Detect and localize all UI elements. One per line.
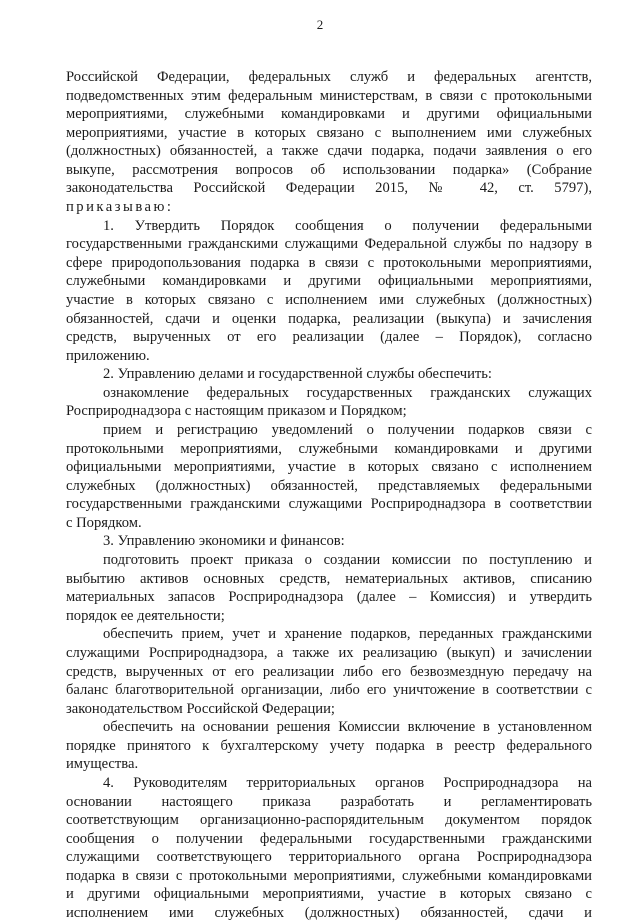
text-line: соответствующим организационно-распорядительным документом порядок bbox=[66, 812, 592, 829]
text-line: служебными командировками и другими официальными мероприятиями, bbox=[66, 273, 592, 290]
text-line: и другими официальными мероприятиями, участие в которых связано с bbox=[66, 886, 592, 903]
text-line: обеспечить на основании решения Комиссии включение в установленном bbox=[103, 719, 592, 736]
text-line: 1. Утвердить Порядок сообщения о получении федеральными bbox=[103, 217, 592, 234]
text-line: служебных (должностных) обязанностей, представляемых федеральными bbox=[66, 477, 592, 494]
text-line: официальными мероприятиями, участие в которых связано с исполнением bbox=[66, 459, 592, 476]
text-line: подготовить проект приказа о создании комиссии по поступлению и bbox=[103, 552, 592, 569]
text-line: участие в которых связано с исполнением ими служебных (должностных) bbox=[66, 291, 592, 308]
text-line: прием и регистрацию уведомлений о получении подарков связи с bbox=[103, 421, 592, 438]
text-line: обеспечить прием, учет и хранение подарков, переданных гражданскими bbox=[103, 626, 592, 643]
text-line: государственными гражданскими служащими Росприроднадзора в соответствии bbox=[66, 496, 592, 513]
text-line: основании настоящего приказа разработать и регламентировать bbox=[66, 793, 592, 810]
text-line: сообщения о получении федеральными государственными гражданскими bbox=[66, 830, 592, 847]
text-line: приложению. bbox=[66, 347, 150, 364]
text-line: обязанностей, сдачи и оценки подарка, реализации (выкупа) и зачисления bbox=[66, 310, 592, 327]
text-line: Росприроднадзора с настоящим приказом и Порядком; bbox=[66, 403, 407, 420]
text-line: мероприятиями, служебными командировками и другими официальными bbox=[66, 106, 592, 123]
text-line: средств, вырученных от его реализации (далее – Порядок), согласно bbox=[66, 329, 592, 346]
page-number: 2 bbox=[316, 17, 324, 32]
text-line: законодательством Российской Федерации; bbox=[66, 700, 335, 717]
text-line: 3. Управлению экономики и финансов: bbox=[103, 533, 345, 550]
text-line: Российской Федерации, федеральных служб и федеральных агентств, bbox=[66, 69, 592, 85]
text-line: порядке принятого к бухгалтерскому учету подарка в реестр федерального bbox=[66, 737, 592, 754]
text-line: исполнением ими служебных (должностных) обязанностей, сдачи и bbox=[66, 905, 592, 922]
text-line: мероприятиями, участие в которых связано с выполнением ими служебных bbox=[66, 124, 592, 141]
text-line: законодательства Российской Федерации 2015, № 42, ст. 5797), bbox=[66, 180, 592, 197]
text-line: ознакомление федеральных государственных гражданских служащих bbox=[103, 384, 592, 401]
text-line: приказываю: bbox=[66, 199, 174, 216]
text-line: 2. Управлению делами и государственной службы обеспечить: bbox=[103, 366, 492, 383]
text-line: подведомственных этим федеральным министерствам, в связи с протокольными bbox=[66, 87, 592, 104]
text-line: порядок ее деятельности; bbox=[66, 607, 225, 624]
text-line: служащими Росприроднадзора, а также их реализацию (выкуп) и зачислении bbox=[66, 644, 592, 661]
text-line: с Порядком. bbox=[66, 514, 142, 531]
text-line: баланс благотворительной организации, либо его уничтожение в соответствии с bbox=[66, 682, 592, 699]
text-line: (должностных) обязанностей, а также сдачи подарка, подачи заявления о его bbox=[66, 143, 592, 160]
text-line: имущества. bbox=[66, 756, 139, 773]
text-line: служащими соответствующего территориального органа Росприроднадзора bbox=[66, 849, 592, 866]
text-line: средств, вырученных от его реализации либо его безвозмездную передачу на bbox=[66, 663, 592, 680]
text-line: материальных запасов Росприроднадзора (далее – Комиссия) и утвердить bbox=[66, 589, 592, 606]
text-line: 4. Руководителям территориальных органов Росприроднадзора на bbox=[103, 774, 592, 791]
text-line: государственными гражданскими служащими Федеральной службы по надзору в bbox=[66, 236, 592, 253]
text-line: подарка в связи с протокольными мероприятиями, служебными командировками bbox=[66, 867, 592, 884]
text-line: сфере природопользования подарка в связи с протокольными мероприятиями, bbox=[66, 254, 592, 271]
text-line: выкупе, рассмотрения вопросов об использовании подарка» (Собрание bbox=[66, 161, 592, 178]
document-body bbox=[66, 68, 592, 923]
text-line: протокольными мероприятиями, служебными командировками и другими bbox=[66, 440, 592, 457]
text-line: выбытию активов основных средств, нематериальных активов, списанию bbox=[66, 570, 592, 587]
